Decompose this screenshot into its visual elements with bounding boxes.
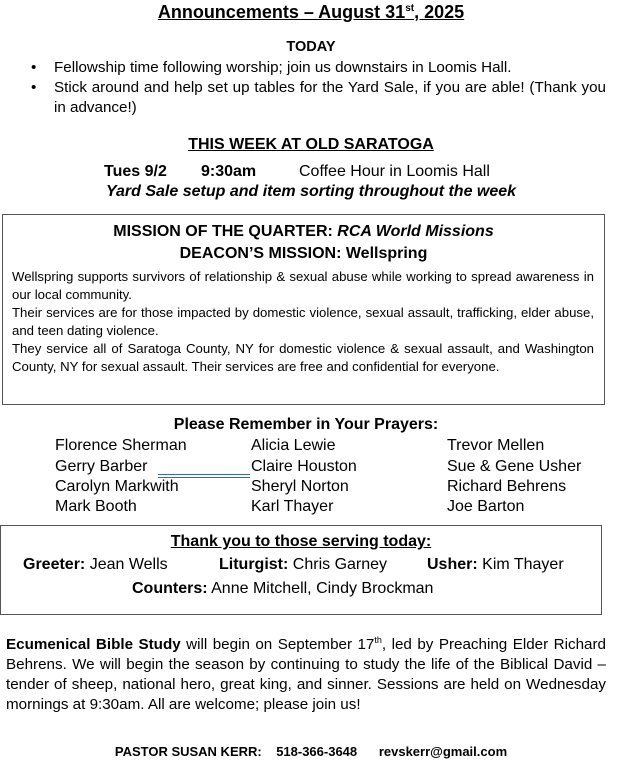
liturgist-label: Liturgist: [219,556,289,573]
prayer-name: Alicia Lewie [251,437,336,454]
greeter-label: Greeter: [23,556,86,573]
prayer-name: Gerry Barber [55,458,148,475]
prayer-name: Claire Houston [251,458,357,475]
mission-paragraph: Their services are for those impacted by domestic violence, sexual assault, trafficking, elder abuse, and teen dating violence. [12,305,594,338]
pastor-label: PASTOR SUSAN KERR: [114,744,262,759]
counters-names: Anne Mitchell, Cindy Brockman [211,580,434,597]
prayer-name: Carolyn Markwith [55,478,179,495]
mission-of-quarter [2,223,605,241]
mission-paragraph: They service all of Saratoga County, NY for domestic violence & sexual assault, and Washington County, NY for sexual assault. Their services are free and confidential for everyone. [12,341,594,374]
prayer-name: Richard Behrens [447,478,567,495]
mission-quarter-label: MISSION OF THE QUARTER: [113,223,338,240]
bible-study-lead: Ecumenical Bible Study [6,636,181,654]
today-list [28,58,606,118]
mission-paragraph: Wellspring supports survivors of relationship & sexual abuse while working to spread awareness in our local community. [12,269,594,302]
bible-study-superscript: th [374,635,382,645]
usher-row [427,556,564,574]
this-week-heading: THIS WEEK AT OLD SARATOGA [188,136,434,153]
usher-name: Kim Thayer [482,556,564,573]
mission-quarter-value: RCA World Missions [337,223,494,240]
prayer-name: Trevor Mellen [447,437,545,454]
link-underline-decoration [158,474,250,475]
event-day: Tues 9/2 [104,163,167,180]
prayer-name: Florence Sherman [55,437,187,454]
prayers-heading: Please Remember in Your Prayers: [173,416,439,433]
prayer-name: Karl Thayer [251,498,334,515]
counters-row [132,580,433,598]
list-item [28,58,606,78]
pastor-phone: 518-366-3648 [276,744,358,759]
list-item [28,78,606,118]
prayer-name: Mark Booth [55,498,137,515]
bullet-icon: • [31,59,37,76]
greeter-name: Jean Wells [89,556,168,573]
link-underline-decoration [158,477,250,478]
today-heading: TODAY [286,39,336,55]
today-item-2: Stick around and help set up tables for the Yard Sale, if you are able! (Thank you in advance!) [54,79,606,116]
title-superscript: st [405,3,415,14]
prayer-name: Joe Barton [447,498,525,515]
event-description: Coffee Hour in Loomis Hall [299,163,490,180]
mission-description [12,268,594,376]
event-time: 9:30am [201,163,257,180]
prayer-name: Sue & Gene Usher [447,458,582,475]
yard-sale-note: Yard Sale setup and item sorting throughout the week [105,183,517,200]
usher-label: Usher: [427,556,478,573]
today-item-1: Fellowship time following worship; join us downstairs in Loomis Hall. [54,59,512,76]
greeter-row [23,556,168,574]
title-year: , 2025 [414,2,465,22]
counters-label: Counters: [132,580,208,597]
liturgist-row [219,556,387,574]
prayer-name: Sheryl Norton [251,478,349,495]
bible-study-text-b: , led by Preaching Elder Richard Behrens. We will begin the season by continuing to study the life of the Biblical David – tender of sheep, national hero, great king, and sinner. Sessions are held on Wednesday mornings at 9:30am. All are welcome; please join us! [6,636,606,714]
bullet-icon: • [31,79,37,96]
liturgist-name: Chris Garney [292,556,388,573]
bible-study-paragraph [6,630,606,715]
pastor-email: revskerr@gmail.com [378,744,508,759]
title-main: Announcements – August 31 [157,2,406,22]
footer-contact [0,744,622,759]
serving-heading: Thank you to those serving today: [170,533,432,550]
deacons-mission: DEACON’S MISSION: Wellspring [179,245,428,262]
bible-study-text-a: will begin on September 17 [180,636,375,654]
page-title [0,2,622,23]
